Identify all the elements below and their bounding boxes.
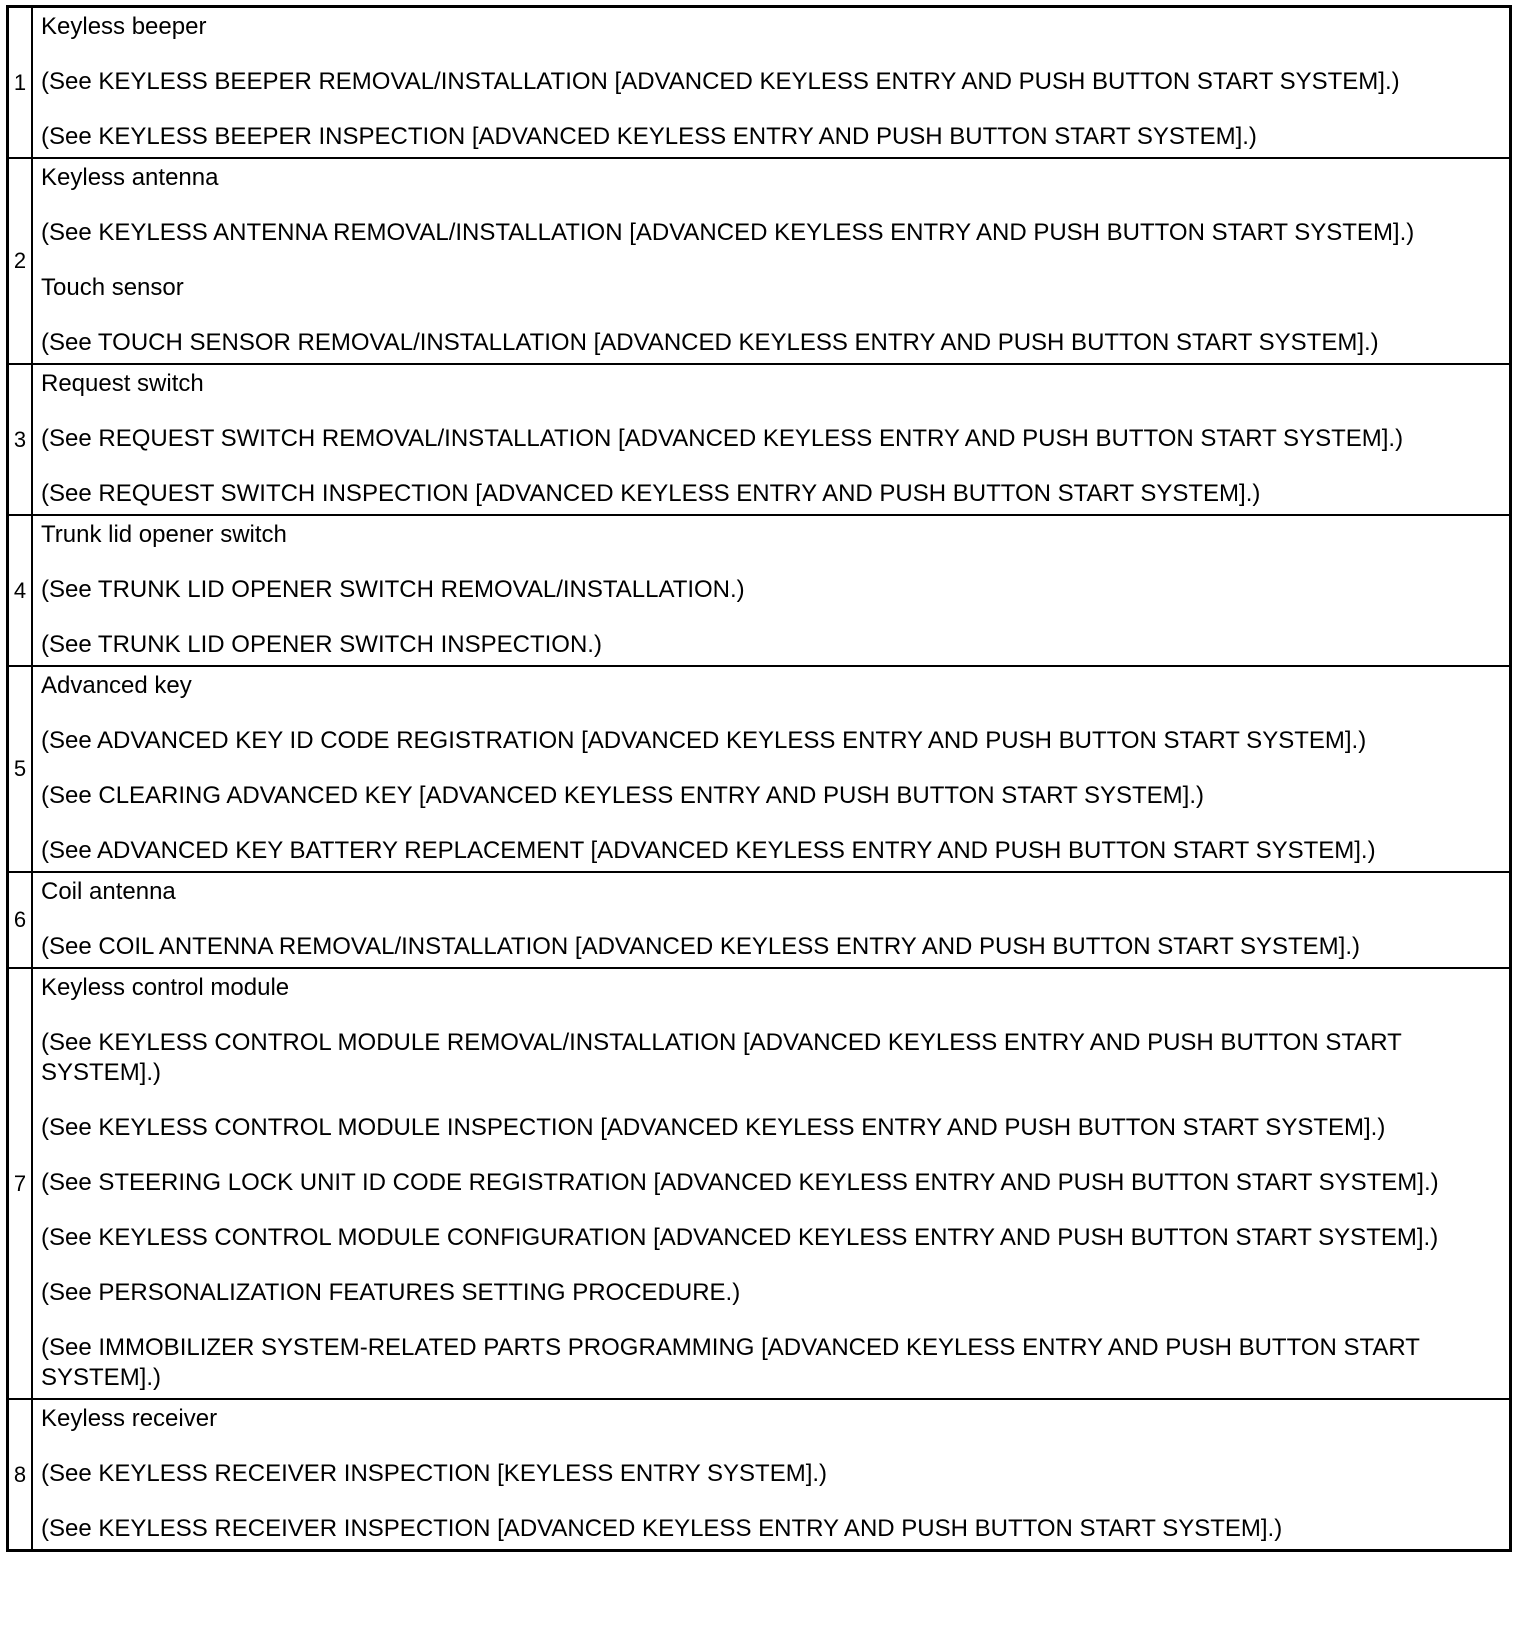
reference-link[interactable]: (See KEYLESS RECEIVER INSPECTION [KEYLESS ENTRY SYSTEM].) [41, 1460, 828, 1487]
table-row [8, 872, 1511, 968]
reference-link[interactable]: (See REQUEST SWITCH INSPECTION [ADVANCED KEYLESS ENTRY AND PUSH BUTTON START SYSTEM].) [41, 480, 1261, 507]
reference-link[interactable]: (See TRUNK LID OPENER SWITCH REMOVAL/INSTALLATION.) [41, 576, 745, 603]
row-content [32, 872, 1511, 968]
reference-link[interactable]: (See KEYLESS RECEIVER INSPECTION [ADVANCED KEYLESS ENTRY AND PUSH BUTTON START SYSTEM].) [41, 1515, 1283, 1542]
reference-link[interactable]: (See KEYLESS BEEPER INSPECTION [ADVANCED KEYLESS ENTRY AND PUSH BUTTON START SYSTEM].) [41, 123, 1257, 150]
part-name: Trunk lid opener switch [41, 521, 287, 548]
part-name: Keyless antenna [41, 164, 219, 191]
reference-link[interactable]: (See CLEARING ADVANCED KEY [ADVANCED KEYLESS ENTRY AND PUSH BUTTON START SYSTEM].) [41, 782, 1204, 809]
part-name: Keyless control module [41, 974, 290, 1001]
reference-link[interactable]: (See ADVANCED KEY BATTERY REPLACEMENT [ADVANCED KEYLESS ENTRY AND PUSH BUTTON START SYSTEM].) [41, 837, 1376, 864]
row-number: 5 [8, 666, 33, 872]
reference-link[interactable]: (See COIL ANTENNA REMOVAL/INSTALLATION [ADVANCED KEYLESS ENTRY AND PUSH BUTTON START SYSTEM].) [41, 933, 1360, 960]
part-name: Touch sensor [41, 274, 184, 301]
part-name: Coil antenna [41, 878, 176, 905]
row-number: 7 [8, 968, 33, 1399]
table-row [8, 158, 1511, 364]
part-name: Advanced key [41, 672, 192, 699]
row-number: 2 [8, 158, 33, 364]
reference-link[interactable]: (See REQUEST SWITCH REMOVAL/INSTALLATION [ADVANCED KEYLESS ENTRY AND PUSH BUTTON START SYSTEM].) [41, 425, 1404, 452]
reference-link[interactable]: (See ADVANCED KEY ID CODE REGISTRATION [ADVANCED KEYLESS ENTRY AND PUSH BUTTON START SYSTEM].) [41, 727, 1367, 754]
reference-link[interactable]: (See IMMOBILIZER SYSTEM-RELATED PARTS PROGRAMMING [ADVANCED KEYLESS ENTRY AND PUSH BUTTON START SYSTEM].) [41, 1334, 1420, 1391]
table-row [8, 7, 1511, 159]
reference-link[interactable]: (See STEERING LOCK UNIT ID CODE REGISTRATION [ADVANCED KEYLESS ENTRY AND PUSH BUTTON START SYSTEM].) [41, 1169, 1439, 1196]
reference-link[interactable]: (See KEYLESS CONTROL MODULE INSPECTION [ADVANCED KEYLESS ENTRY AND PUSH BUTTON START SYSTEM].) [41, 1114, 1386, 1141]
row-content [32, 7, 1511, 159]
part-name: Request switch [41, 370, 204, 397]
row-number: 1 [8, 7, 33, 159]
table-row [8, 515, 1511, 666]
table-row [8, 364, 1511, 515]
part-name: Keyless receiver [41, 1405, 218, 1432]
reference-link[interactable]: (See KEYLESS ANTENNA REMOVAL/INSTALLATION [ADVANCED KEYLESS ENTRY AND PUSH BUTTON START SYSTEM].) [41, 219, 1415, 246]
row-number: 8 [8, 1399, 33, 1551]
reference-link[interactable]: (See KEYLESS CONTROL MODULE REMOVAL/INSTALLATION [ADVANCED KEYLESS ENTRY AND PUSH BUTTON START SYSTEM].) [41, 1029, 1402, 1086]
parts-reference-table [6, 5, 1512, 1552]
row-content [32, 515, 1511, 666]
reference-link[interactable]: (See KEYLESS CONTROL MODULE CONFIGURATION [ADVANCED KEYLESS ENTRY AND PUSH BUTTON START SYSTEM].) [41, 1224, 1439, 1251]
row-content [32, 1399, 1511, 1551]
reference-link[interactable]: (See TOUCH SENSOR REMOVAL/INSTALLATION [ADVANCED KEYLESS ENTRY AND PUSH BUTTON START SYSTEM].) [41, 329, 1379, 356]
table-row [8, 1399, 1511, 1551]
part-name: Keyless beeper [41, 13, 207, 40]
row-content [32, 364, 1511, 515]
table-row [8, 968, 1511, 1399]
row-content [32, 666, 1511, 872]
row-number: 3 [8, 364, 33, 515]
table-row [8, 666, 1511, 872]
reference-link[interactable]: (See TRUNK LID OPENER SWITCH INSPECTION.) [41, 631, 602, 658]
row-content [32, 158, 1511, 364]
row-content [32, 968, 1511, 1399]
row-number: 6 [8, 872, 33, 968]
row-number: 4 [8, 515, 33, 666]
reference-link[interactable]: (See PERSONALIZATION FEATURES SETTING PROCEDURE.) [41, 1279, 741, 1306]
parts-table-body [8, 7, 1511, 1551]
reference-link[interactable]: (See KEYLESS BEEPER REMOVAL/INSTALLATION [ADVANCED KEYLESS ENTRY AND PUSH BUTTON START SYSTEM].) [41, 68, 1400, 95]
